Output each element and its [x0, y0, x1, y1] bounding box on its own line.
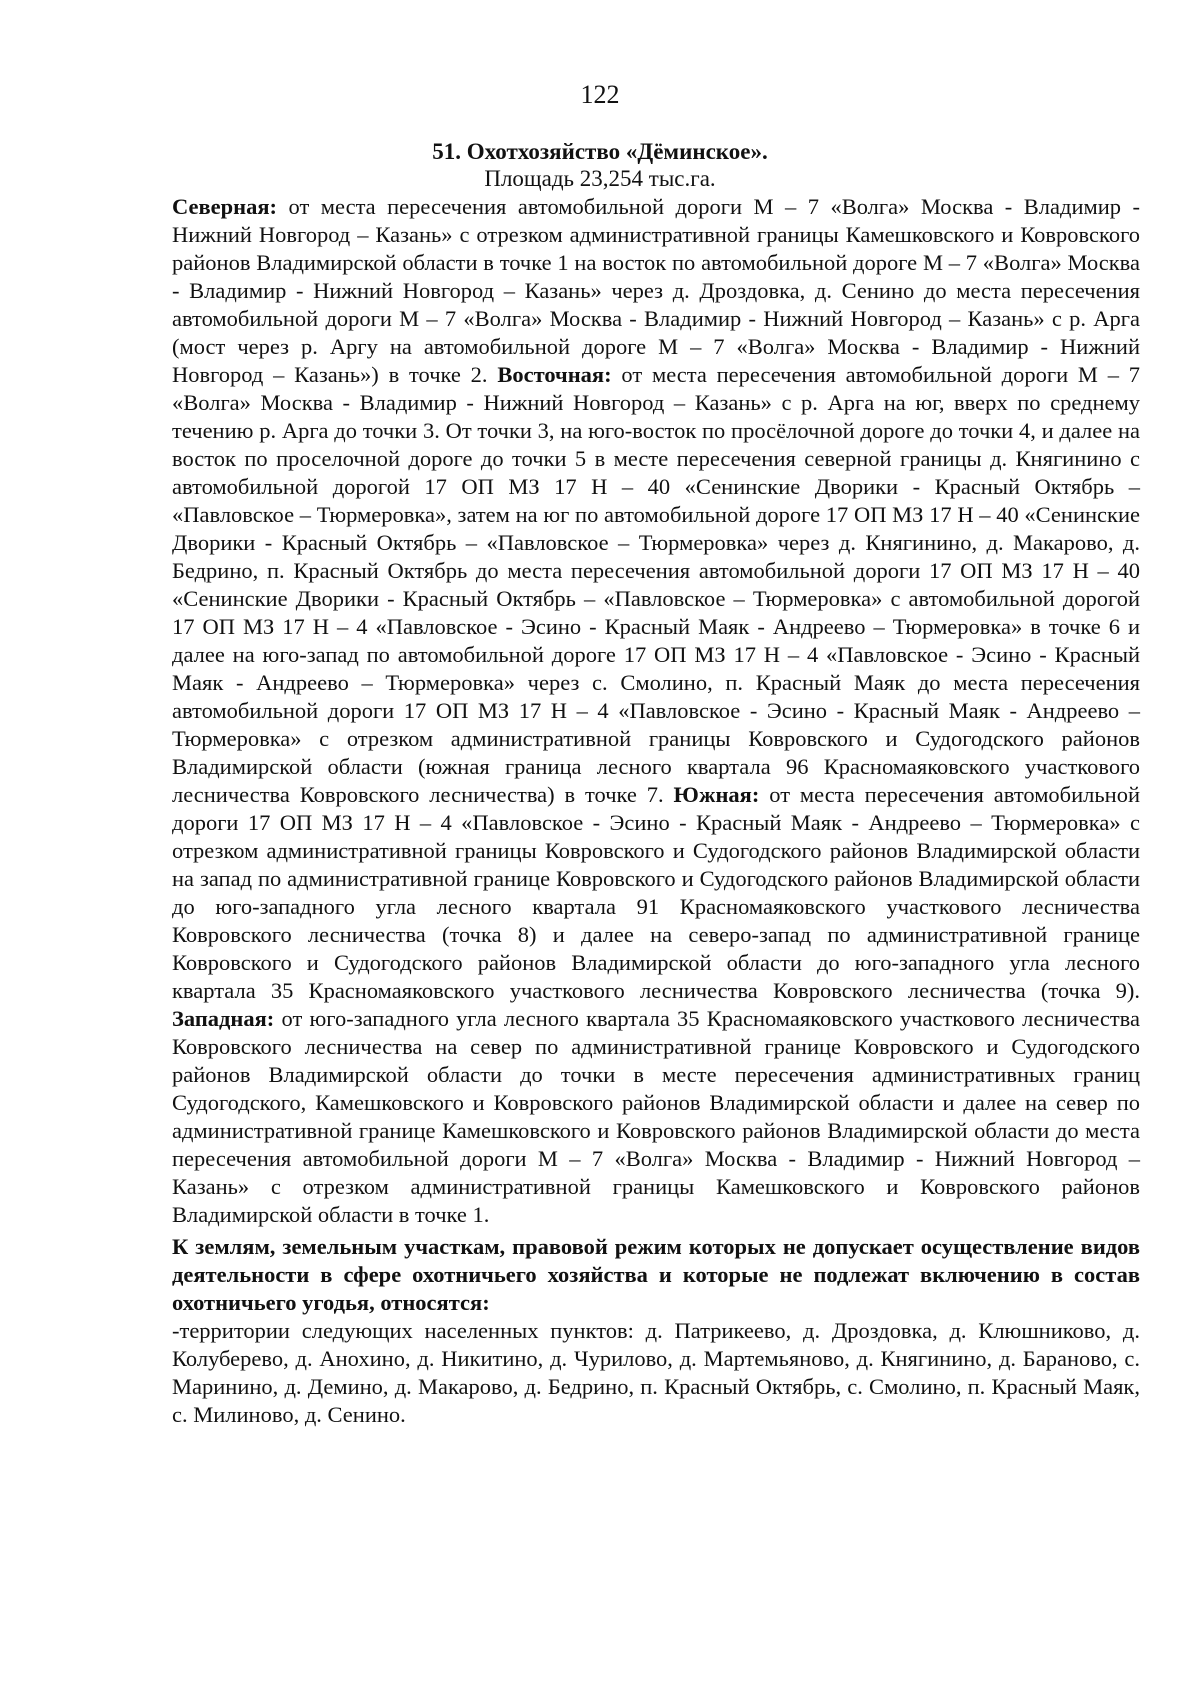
east-boundary-text: от места пересечения автомобильной дороги М – 7 «Волга» Москва - Владимир - Нижний Новгород – Казань» с р. Арга на юг, вверх по среднему течению р. Арга до точки 3. От точки 3, на юго-восток по просёлочной дороге до точки 4, и далее на восток по проселочной дороге до точки 5 в месте пересечения северной границы д. Княгинино с автомобильной дорогой 17 ОП МЗ 17 Н – 40 «Сенинские Дворики - Красный Октябрь – «Павловское – Тюрмеровка», затем на юг по автомобильной дороге 17 ОП МЗ 17 Н – 40 «Сенинские Дворики - Красный Октябрь – «Павловское – Тюрмеровка» через д. Княгинино, д. Макарово, д. Бедрино, п. Красный Октябрь до места пересечения автомобильной дороги 17 ОП МЗ 17 Н – 40 «Сенинские Дворики - Красный Октябрь – «Павловское – Тюрмеровка» с автомобильной дорогой 17 ОП МЗ 17 Н – 4 «Павловское - Эсино - Красный Маяк - Андреево – Тюрмеровка» в точке 6 и далее на юго-запад по автомобильной дороге 17 ОП МЗ 17 Н – 4 «Павловское - Эсино - Красный Маяк - Андреево – Тюрмеровка» через с. Смолино, п. Красный Маяк до места пересечения автомобильной дороги 17 ОП МЗ 17 Н – 4 «Павловское - Эсино - Красный Маяк - Андреево – Тюрмеровка» с отрезком административной границы Ковровского и Судогодского районов Владимирской области (южная граница лесного квартала 96 Красномаяковского участкового лесничества Ковровского лесничества) в точке 7.: [172, 362, 1141, 807]
north-boundary-text: от места пересечения автомобильной дороги М – 7 «Волга» Москва - Владимир - Нижний Новгород – Казань» с отрезком административной границы Камешковского и Ковровского районов Владимирской области в точке 1 на восток по автомобильной дороге М – 7 «Волга» Москва - Владимир - Нижний Новгород – Казань» через д. Дроздовка, д. Сенино до места пересечения автомобильной дороги М – 7 «Волга» Москва - Владимир - Нижний Новгород – Казань» с р. Арга (мост через р. Аргу на автомобильной дороге М – 7 «Волга» Москва - Владимир - Нижний Новгород – Казань») в точке 2.: [172, 194, 1140, 387]
section-heading: 51. Охотхозяйство «Дёминское».: [432, 139, 768, 164]
west-boundary-label: Западная:: [172, 1006, 275, 1031]
restrictions-text: -территории следующих населенных пунктов: д. Патрикеево, д. Дроздовка, д. Клюшниково, д. Колуберево, д. Анохино, д. Никитино, д. Чурилово, д. Мартемьяново, д. Княгинино, д. Бараново, с. Маринино, д. Демино, д. Макарово, д. Бедрино, п. Красный Октябрь, с. Смолино, п. Красный Маяк, с. Милиново, д. Сенино.: [172, 1318, 1140, 1427]
restrictions-title: К землям, земельным участкам, правовой режим которых не допускает осуществление видов деятельности в сфере охотничьего хозяйства и которые не подлежат включению в состав охотничьего угодья, относятся:: [172, 1234, 1140, 1315]
boundary-paragraph: [172, 193, 1140, 1229]
west-boundary-text: от юго-западного угла лесного квартала 35 Красномаяковского участкового лесничества Ковровского лесничества на север по административной границе Ковровского и Судогодского районов Владимирской области до точки в месте пересечения административных границ Судогодского, Камешковского и Ковровского районов Владимирской области и далее на север по административной границе Камешковского и Ковровского районов Владимирской области до места пересечения автомобильной дороги М – 7 «Волга» Москва - Владимир - Нижний Новгород – Казань» с отрезком административной границы Камешковского и Ковровского районов Владимирской области в точке 1.: [172, 1006, 1140, 1227]
page-number: 122: [580, 80, 620, 109]
document-body: [172, 193, 1140, 1429]
south-boundary-text: от места пересечения автомобильной дороги 17 ОП МЗ 17 Н – 4 «Павловское - Эсино - Красный Маяк - Андреево – Тюрмеровка» с отрезком административной границы Ковровского и Судогодского районов Владимирской области на запад по административной границе Ковровского и Судогодского районов Владимирской области до юго-западного угла лесного квартала 91 Красномаяковского участкового лесничества Ковровского лесничества (точка 8) и далее на северо-запад по административной границе Ковровского и Судогодского районов Владимирской области до юго-западного угла лесного квартала 35 Красномаяковского участкового лесничества Ковровского лесничества (точка 9).: [172, 782, 1140, 1003]
south-boundary-label: Южная:: [673, 782, 760, 807]
east-boundary-label: Восточная:: [497, 362, 612, 387]
north-boundary-label: Северная:: [172, 194, 278, 219]
area-line: Площадь 23,254 тыс.га.: [484, 166, 716, 191]
